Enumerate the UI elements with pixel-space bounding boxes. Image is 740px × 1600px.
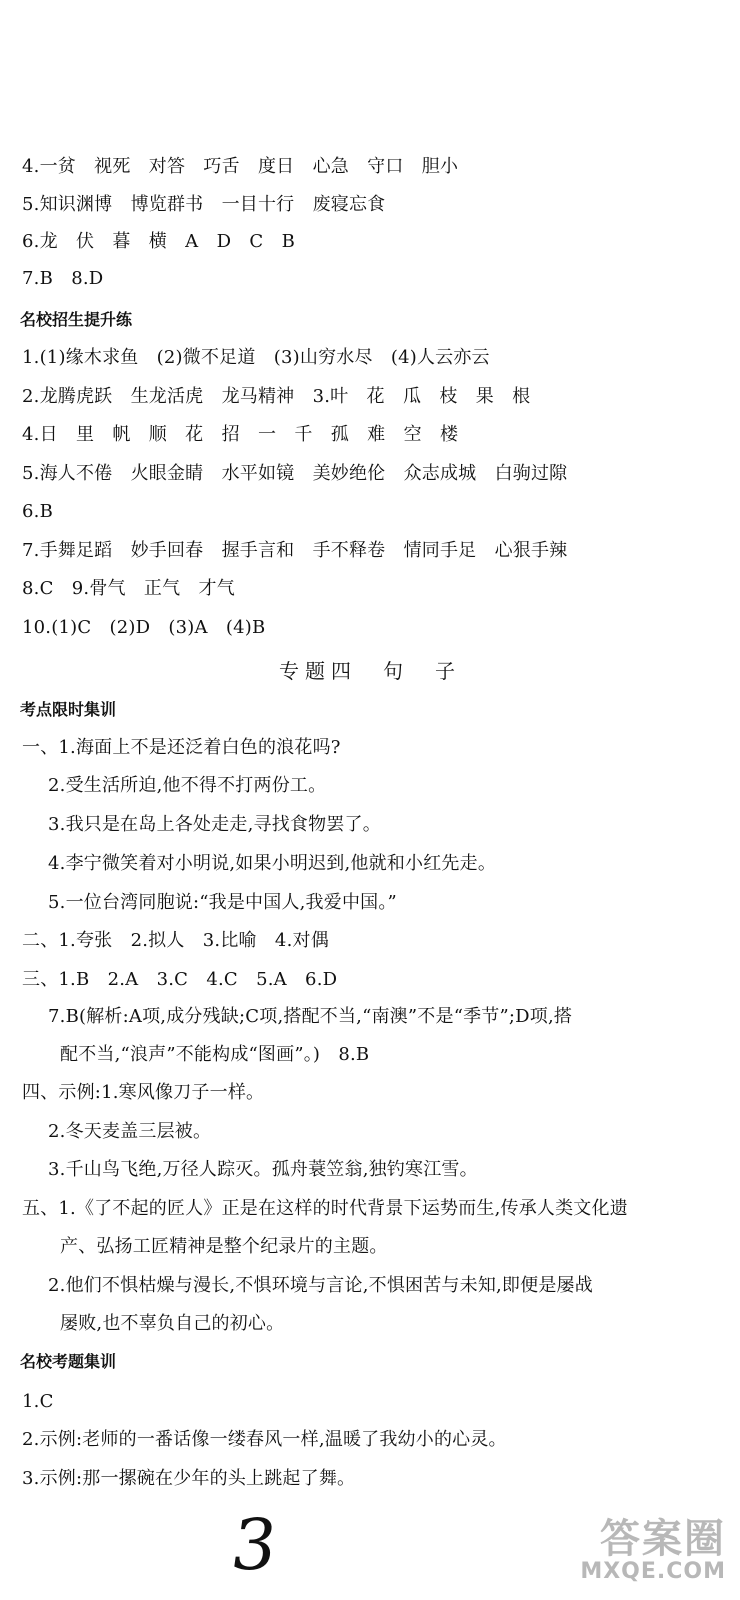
section-heading: 名校考题集训 (20, 1352, 117, 1371)
watermark (570, 1505, 730, 1595)
watermark-logo: 答案圈 (600, 1516, 726, 1562)
answer-line: 10.(1)C (2)D (3)A (4)B (22, 617, 266, 638)
answer-line: 5.一位台湾同胞说:“我是中国人,我爱中国。” (48, 892, 397, 913)
answer-line: 产、弘扬工匠精神是整个纪录片的主题。 (60, 1236, 388, 1257)
answer-line: 6.B (22, 501, 54, 522)
answer-line: 2.他们不惧枯燥与漫长,不惧环境与言论,不惧困苦与未知,即便是屡战 (48, 1275, 593, 1296)
answer-line: 4.李宁微笑着对小明说,如果小明迟到,他就和小红先走。 (48, 853, 497, 874)
answer-line: 4.日 里 帆 顺 花 招 一 千 孤 难 空 楼 (22, 424, 459, 445)
answer-line: 3.千山鸟飞绝,万径人踪灭。孤舟蓑笠翁,独钓寒江雪。 (48, 1159, 478, 1180)
answer-line: 2.示例:老师的一番话像一缕春风一样,温暖了我幼小的心灵。 (22, 1429, 507, 1450)
answer-line: 5.海人不倦 火眼金睛 水平如镜 美妙绝伦 众志成城 白驹过隙 (22, 463, 568, 484)
answer-line: 8.C 9.骨气 正气 才气 (22, 578, 235, 599)
answer-line: 7.B 8.D (22, 268, 104, 289)
answer-line: 3.我只是在岛上各处走走,寻找食物罢了。 (48, 814, 381, 835)
answer-line: 三、1.B 2.A 3.C 4.C 5.A 6.D (22, 969, 338, 990)
answer-line: 屡败,也不辜负自己的初心。 (60, 1313, 285, 1334)
answer-line: 五、1.《了不起的匠人》正是在这样的时代背景下运势而生,传承人类文化遗 (22, 1198, 628, 1219)
answer-line: 四、示例:1.寒风像刀子一样。 (22, 1082, 265, 1103)
watermark-url: MXQE.COM (580, 1559, 726, 1584)
answer-line: 2.受生活所迫,他不得不打两份工。 (48, 775, 327, 796)
answer-line: 6.龙 伏 暮 横 A D C B (22, 231, 296, 252)
answer-line: 配不当,“浪声”不能构成“图画”。) 8.B (60, 1044, 370, 1065)
answer-line: 2.龙腾虎跃 生龙活虎 龙马精神 3.叶 花 瓜 枝 果 根 (22, 386, 531, 407)
answer-line: 2.冬天麦盖三层被。 (48, 1121, 212, 1142)
answer-line: 7.B(解析:A项,成分残缺;C项,搭配不当,“南澳”不是“季节”;D项,搭 (48, 1006, 573, 1027)
section-heading: 名校招生提升练 (20, 310, 133, 329)
answer-line: 一、1.海面上不是还泛着白色的浪花吗? (22, 737, 341, 758)
answer-line: 二、1.夸张 2.拟人 3.比喻 4.对偶 (22, 930, 329, 951)
answer-line: 3.示例:那一摞碗在少年的头上跳起了舞。 (22, 1468, 356, 1489)
answer-line: 4.一贫 视死 对答 巧舌 度日 心急 守口 胆小 (22, 156, 459, 177)
section-heading: 考点限时集训 (20, 700, 117, 719)
chapter-title: 专题四 句 子 (279, 659, 461, 683)
page-number: 3 (226, 1504, 283, 1586)
answer-line: 7.手舞足蹈 妙手回春 握手言和 手不释卷 情同手足 心狠手辣 (22, 540, 568, 561)
answer-line: 5.知识渊博 博览群书 一目十行 废寝忘食 (22, 194, 386, 215)
answer-line: 1.(1)缘木求鱼 (2)微不足道 (3)山穷水尽 (4)人云亦云 (22, 347, 490, 368)
answer-line: 1.C (22, 1391, 54, 1412)
